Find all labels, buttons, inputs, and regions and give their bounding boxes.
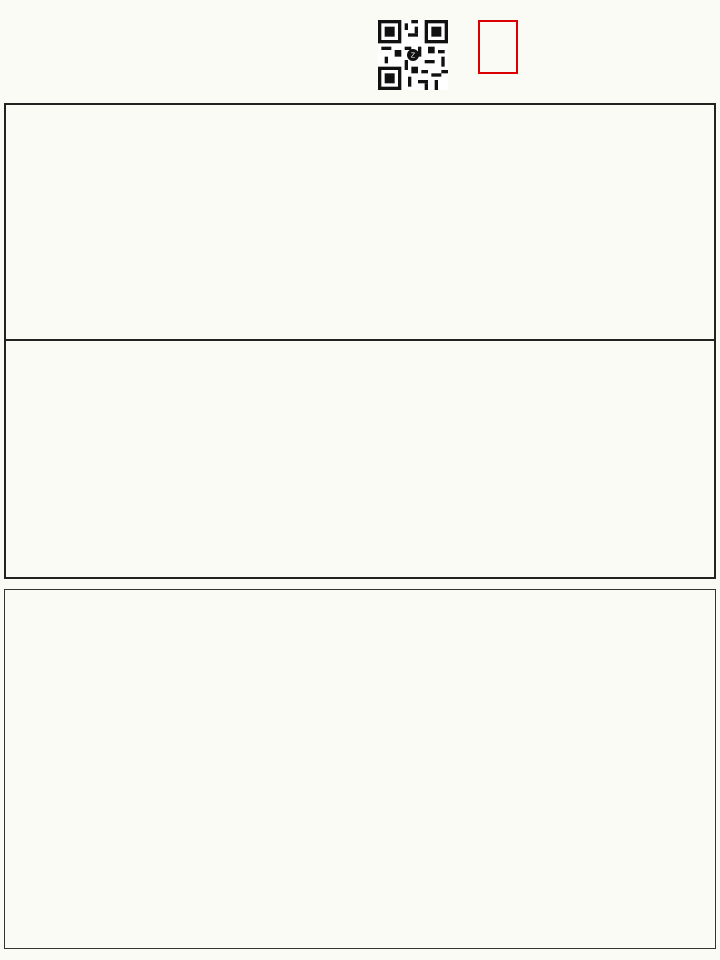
svg-text:Z: Z: [410, 50, 416, 60]
four-pillars-table: [4, 103, 716, 341]
dai-van-table: [4, 341, 716, 579]
qr-code-icon: [378, 20, 448, 90]
annual-luck-table: [4, 589, 716, 949]
logo-seal: [478, 20, 518, 74]
